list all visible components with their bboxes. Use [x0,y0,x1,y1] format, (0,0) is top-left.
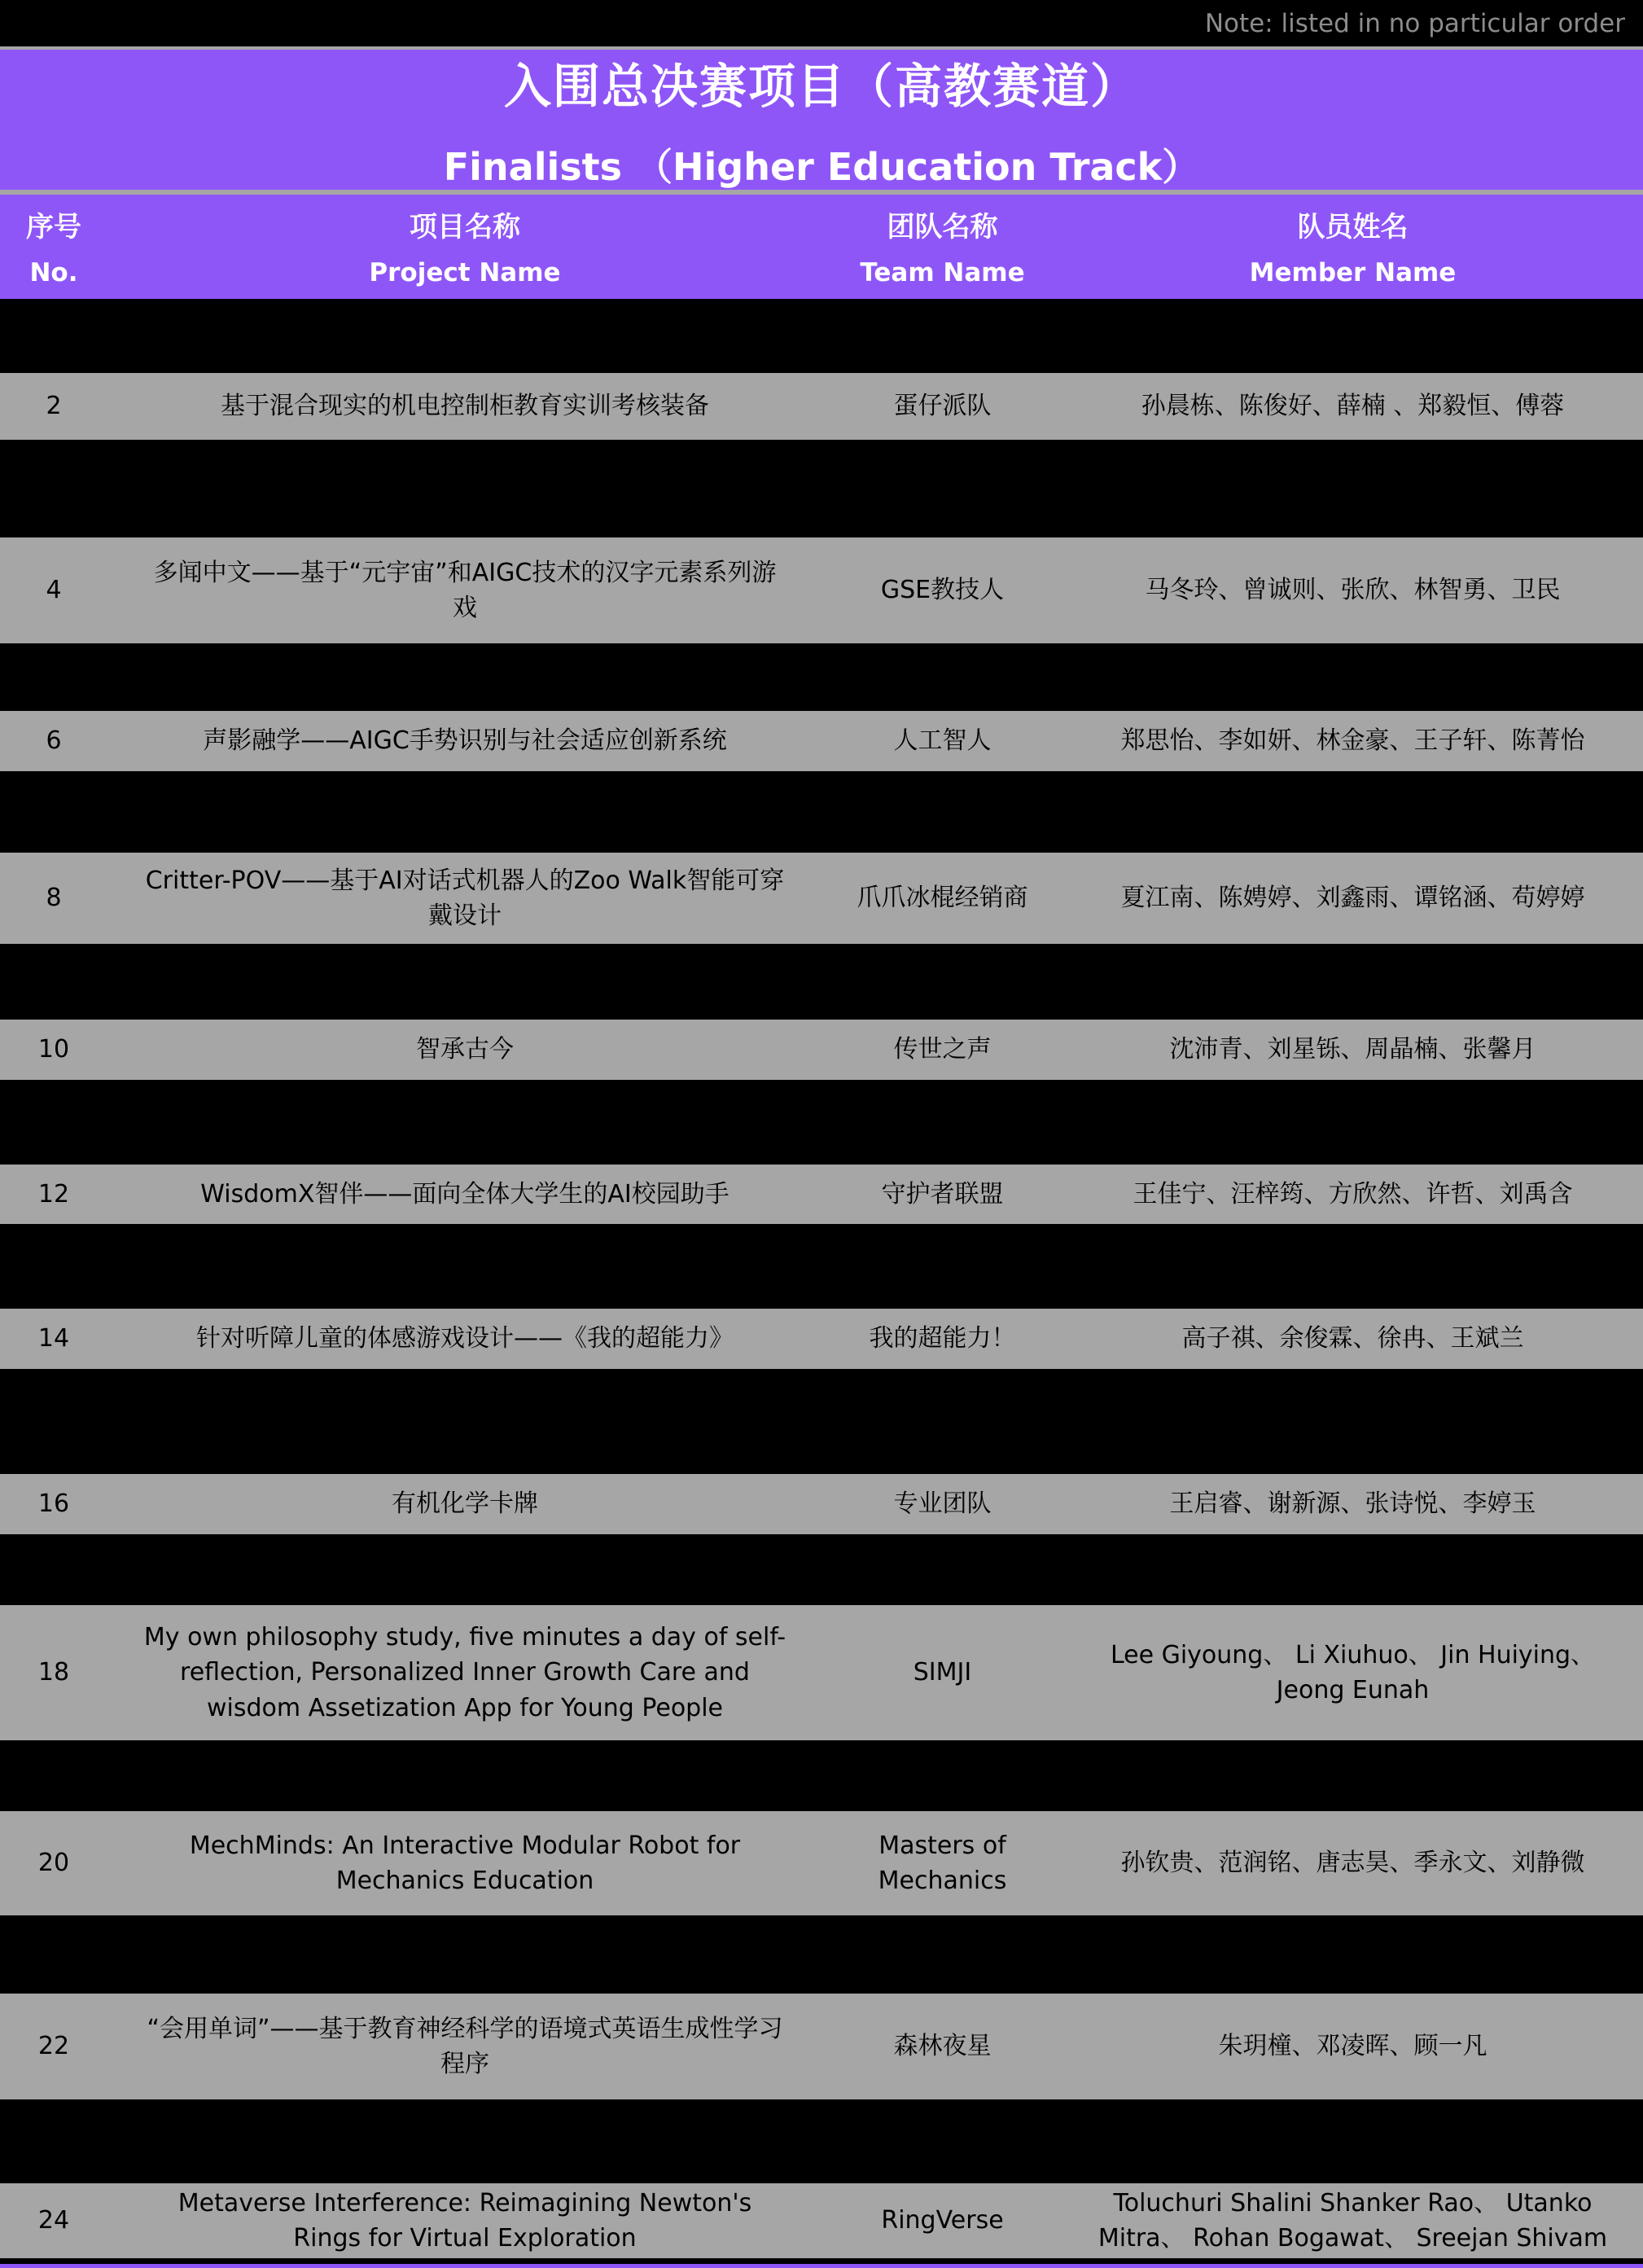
row-number: 24 [37,2206,70,2235]
column-header-row [0,195,1643,299]
redacted-row [0,1740,1643,1811]
member-names: 夏江南、陈娉婷、刘鑫雨、谭铭涵、苟婷婷 [1120,884,1585,913]
row-number: 4 [46,576,62,605]
header-team-en: Team Name [860,258,1025,287]
row-number: 2 [46,392,62,421]
team-name: 专业团队 [893,1489,992,1519]
redacted-row [0,944,1643,1020]
row-number: 10 [37,1035,70,1064]
project-name: “会用单词”——基于教育神经科学的语境式英语生成性学习程序 [147,2014,783,2078]
table-row [0,1605,1643,1740]
header-team-name [822,195,1062,299]
row-number: 22 [37,2032,70,2061]
redacted-row [0,771,1643,853]
title-english: Finalists （Higher Education Track） [443,145,1200,189]
title-chinese: 入围总决赛项目（高教赛道） [503,59,1139,114]
header-member-name [1062,195,1643,299]
row-number: 20 [37,1849,70,1878]
member-names: 高子祺、余俊霖、徐冉、王斌兰 [1181,1324,1524,1353]
project-name: 针对听障儿童的体感游戏设计——《我的超能力》 [196,1324,734,1353]
redacted-row [0,643,1643,711]
table-row [0,1020,1643,1080]
member-names: 王佳宁、汪梓筠、方欣然、许哲、刘禹含 [1133,1179,1573,1209]
row-number: 12 [37,1179,70,1209]
project-name: 智承古今 [416,1035,514,1064]
redacted-row [0,1915,1643,1994]
project-name: 多闻中文——基于“元宇宙”和AIGC技术的汉字元素系列游戏 [153,558,777,622]
project-name: WisdomX智伴——面向全体大学生的AI校园助手 [200,1179,729,1209]
row-number: 8 [46,884,62,913]
redacted-row [0,2099,1643,2183]
redacted-row [0,1369,1643,1474]
member-names: 沈沛青、刘星铄、周晶楠、张馨月 [1169,1035,1536,1064]
table-row [0,1309,1643,1369]
member-names: 王启睿、谢新源、张诗悦、李婷玉 [1169,1489,1536,1519]
project-name: My own philosophy study, five minutes a day of self-reflection, Personalized Inner Growth Care and wisdom Assetization App for Young People [143,1622,786,1722]
redacted-row [0,1534,1643,1605]
row-number: 16 [37,1489,70,1519]
table-row [0,537,1643,643]
table-row [0,1994,1643,2099]
header-team-zh: 团队名称 [887,211,998,243]
table-body [0,299,1643,2258]
team-name: 我的超能力！ [869,1324,1016,1353]
team-name: SIMJI [913,1658,972,1687]
member-names: Toluchuri Shalini Shanker Rao、 Utanko Mitra、 Rohan Bogawat、 Sreejan Shivam [1098,2188,1608,2253]
table-row [0,1165,1643,1224]
project-name: Critter-POV——基于AI对话式机器人的Zoo Walk智能可穿戴设计 [145,866,785,930]
team-name: 森林夜星 [893,2032,992,2061]
project-name: 有机化学卡牌 [392,1489,538,1519]
project-name: Metaverse Interference: Reimagining Newton's Rings for Virtual Exploration [177,2188,752,2253]
team-name: 爪爪冰棍经销商 [857,884,1028,913]
table-row [0,711,1643,771]
header-no [0,195,107,299]
member-names: 孙晨栋、陈俊好、薛楠 、郑毅恒、傅蓉 [1141,392,1565,421]
redacted-row [0,440,1643,537]
team-name: GSE教技人 [880,576,1005,605]
header-member-en: Member Name [1249,258,1457,287]
redacted-row [0,1224,1643,1309]
redacted-row [0,299,1643,373]
header-project-en: Project Name [369,258,561,287]
table-row [0,853,1643,944]
team-name: 蛋仔派队 [893,392,992,421]
bottom-accent-strip [0,2264,1643,2268]
redacted-row [0,1080,1643,1165]
table-row [0,373,1643,440]
row-number: 18 [37,1658,70,1687]
table-row [0,1474,1643,1534]
member-names: 朱玥橦、邓凌晖、顾一凡 [1218,2032,1487,2061]
header-project-zh: 项目名称 [410,211,520,243]
team-name: 传世之声 [893,1035,992,1064]
table-title-block [0,46,1643,195]
project-name: 基于混合现实的机电控制柜教育实训考核装备 [221,392,709,421]
row-number: 14 [37,1324,70,1353]
team-name: 守护者联盟 [881,1179,1004,1209]
bottom-black-strip [0,2258,1643,2264]
note-bar [0,0,1643,46]
row-number: 6 [46,726,62,756]
team-name: 人工智人 [893,726,992,756]
team-name: Masters of Mechanics [878,1831,1007,1895]
header-member-zh: 队员姓名 [1297,211,1409,243]
table-row [0,1811,1643,1915]
project-name: 声影融学——AIGC手势识别与社会适应创新系统 [203,726,727,756]
project-name: MechMinds: An Interactive Modular Robot for Mechanics Education [189,1831,741,1895]
member-names: 郑思怡、李如妍、林金豪、王子轩、陈菁怡 [1120,726,1585,756]
note-text: Note: listed in no particular order [1204,8,1625,38]
header-no-en: No. [29,258,78,287]
header-no-zh: 序号 [26,211,81,243]
member-names: 马冬玲、曾诚则、张欣、林智勇、卫民 [1145,576,1561,605]
member-names: 孙钦贵、范润铭、唐志昊、季永文、刘静微 [1120,1849,1585,1878]
member-names: Lee Giyoung、 Li Xiuhuo、 Jin Huiying、 Jeong Eunah [1110,1640,1596,1704]
table-row [0,2183,1643,2258]
header-project-name [107,195,822,299]
team-name: RingVerse [881,2206,1004,2235]
